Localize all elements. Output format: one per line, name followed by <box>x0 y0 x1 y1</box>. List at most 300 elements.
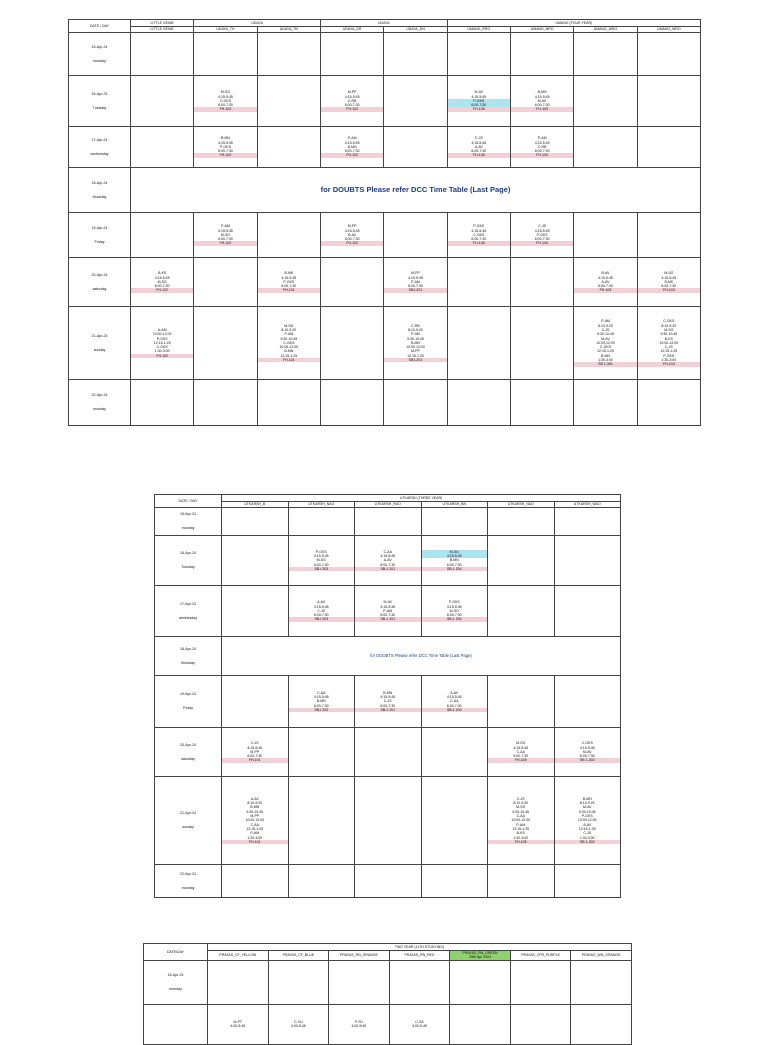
class-line: M-SG <box>157 279 167 284</box>
date-label: 17-Apr-24 <box>180 601 196 606</box>
class-line: 1:30-3:00 <box>247 835 263 840</box>
class-line: M-AV <box>383 600 392 605</box>
schedule-cell <box>488 586 555 637</box>
schedule-cell <box>510 258 573 307</box>
schedule-cell <box>421 586 488 637</box>
class-line: C-GKS <box>599 345 611 350</box>
date-label: 19-Apr-24 <box>180 692 196 696</box>
schedule-cell <box>288 676 355 728</box>
class-line: P-AM <box>411 332 420 337</box>
schedule-cell <box>574 380 637 426</box>
class-line: B-MN <box>221 136 230 141</box>
schedule-cell <box>288 536 355 586</box>
class-line: B-MK <box>284 271 294 276</box>
col-header: PRAYAS_RN_ORANGE <box>329 951 390 961</box>
schedule-row <box>144 1004 632 1044</box>
date-cell <box>69 307 131 380</box>
class-line: 6:00-7:30 <box>344 237 360 242</box>
room-label: FH-105 <box>488 840 554 844</box>
date-label: 15-Apr-24 <box>91 44 108 49</box>
class-line: 1:30-3:00 <box>598 358 613 363</box>
day-label: monday <box>93 407 106 411</box>
class-line: M-AV <box>601 336 610 341</box>
date-label: 20-Apr-24 <box>180 742 196 747</box>
class-line: C-JS <box>250 741 259 746</box>
schedule-cell <box>510 33 573 76</box>
room-label: SB-1 201 <box>355 567 421 571</box>
class-line: 10:00-12:00 <box>245 818 265 823</box>
schedule-cell <box>389 1004 450 1044</box>
class-line: C-JS <box>664 345 673 350</box>
class-line: M-PP <box>411 349 420 354</box>
schedule-cell <box>208 960 269 1004</box>
room-label: FH-101 <box>222 840 288 844</box>
schedule-cell <box>488 508 555 536</box>
day-label: wednesday <box>178 615 198 620</box>
schedule-cell <box>268 1004 329 1044</box>
schedule-cell <box>574 33 637 76</box>
highlighted-line: 4:15-5:45 <box>422 554 488 558</box>
class-line: P-AM <box>516 822 526 827</box>
utkarsh-timetable <box>154 494 621 898</box>
date-cell <box>155 676 222 728</box>
day-label: monday <box>169 986 182 991</box>
class-line: B-MN <box>600 353 610 358</box>
date-cell <box>69 380 131 426</box>
date-label: 21-Apr-24 <box>91 333 108 338</box>
schedule-cell <box>288 728 355 777</box>
class-line: 6:00-7:30 <box>380 703 396 708</box>
date-label: 15-Apr-24 <box>180 512 196 516</box>
class-line: 6:00-7:30 <box>247 754 263 759</box>
class-line: 8:10-9:20 <box>513 801 529 806</box>
schedule-cell <box>447 127 510 168</box>
t2-body <box>155 508 621 898</box>
class-line: 10:00-12:00 <box>406 345 425 350</box>
class-line: 4:00-5:45 <box>412 1024 427 1029</box>
class-line: P-AM <box>221 224 230 229</box>
class-line: B-MN <box>449 558 459 563</box>
schedule-cell <box>421 676 488 728</box>
header-date-day: DATE/DAY <box>144 944 208 961</box>
schedule-cell <box>257 127 320 168</box>
room-label: SB-1 204 <box>422 567 488 571</box>
green-col-label: PRAYAS_RN_GREEN <box>462 951 498 955</box>
class-line: C-AA <box>516 814 525 819</box>
schedule-cell <box>131 258 194 307</box>
schedule-cell <box>488 728 555 777</box>
schedule-cell <box>355 728 422 777</box>
room-label: SB 1-301 <box>574 362 636 366</box>
schedule-cell <box>389 960 450 1004</box>
class-line: 1:30-3:00 <box>661 358 677 363</box>
header-date-day: DATE / DAY <box>155 495 222 508</box>
date-cell <box>155 865 222 898</box>
class-line: A-AV <box>250 796 259 801</box>
date-cell <box>69 127 131 168</box>
col-header: PRAYAS_CF_BLUE <box>268 951 329 961</box>
schedule-cell <box>320 76 383 127</box>
class-line: B-MN <box>383 690 393 695</box>
class-line: C-VU <box>294 1019 303 1024</box>
header-row-top <box>69 20 701 27</box>
class-line: C-GKS <box>219 98 232 103</box>
class-line: 4:15-5:45 <box>313 604 329 609</box>
schedule-cell <box>421 728 488 777</box>
class-line: C-GKS <box>663 319 675 324</box>
date-cell <box>155 728 222 777</box>
schedule-cell <box>194 307 257 380</box>
schedule-cell <box>320 380 383 426</box>
schedule-cell <box>574 127 637 168</box>
header-row-top <box>144 944 632 951</box>
highlighted-line: P-GKS <box>448 99 510 103</box>
class-line: B-MN <box>411 340 420 345</box>
class-line: 8:10-9:20 <box>281 327 297 332</box>
schedule-cell <box>637 307 700 380</box>
header-row-top <box>155 495 621 502</box>
room-label: SB1-201 <box>384 358 446 362</box>
schedule-cell <box>554 508 621 536</box>
class-line: M-AV <box>583 749 592 754</box>
class-line: 6:00-7:30 <box>446 703 462 708</box>
schedule-cell <box>384 33 447 76</box>
class-line: 6:00-7:30 <box>534 103 550 108</box>
schedule-cell <box>288 586 355 637</box>
class-line: 4:15-5:45 <box>218 94 233 99</box>
schedule-row <box>155 536 621 586</box>
class-line: 6:00-7:30 <box>313 613 329 618</box>
date-label: 22-Apr-24 <box>180 871 196 876</box>
schedule-row <box>69 213 701 258</box>
schedule-cell <box>194 213 257 258</box>
day-label: saturday <box>181 756 195 761</box>
schedule-cell <box>257 76 320 127</box>
class-line: C-GKS <box>156 345 168 350</box>
room-label: FH-101 <box>258 288 320 292</box>
col-header: UTKARSH_RAO <box>355 502 422 508</box>
class-line: 4:15-5:45 <box>408 275 423 280</box>
schedule-cell <box>384 213 447 258</box>
header-date-day: DATE / DAY <box>69 20 131 33</box>
class-line: M-SG <box>449 608 459 613</box>
date-label: 18-Apr-24 <box>180 646 196 651</box>
class-line: A-AM <box>157 327 167 332</box>
schedule-cell <box>574 76 637 127</box>
schedule-cell <box>554 728 621 777</box>
col-header-green <box>450 951 511 961</box>
class-line: 1:30-3:00 <box>513 835 529 840</box>
class-line: 4:15-5:45 <box>344 140 360 145</box>
class-line: C-JS <box>317 608 326 613</box>
schedule-cell <box>510 213 573 258</box>
class-line: C-JS <box>601 327 610 332</box>
date-cell <box>69 213 131 258</box>
room-label: FH-101 <box>222 758 288 762</box>
room-label: FH-103 <box>574 288 636 292</box>
schedule-cell <box>320 127 383 168</box>
schedule-cell <box>194 380 257 426</box>
schedule-cell <box>257 33 320 76</box>
class-line: 9:30-10:45 <box>512 809 530 814</box>
schedule-cell <box>574 307 637 380</box>
date-cell <box>144 960 208 1004</box>
room-label: SB-1 201 <box>355 617 421 621</box>
class-line: 4:15-5:45 <box>344 228 360 233</box>
day-label: Friday <box>183 706 193 710</box>
class-line: A-AV <box>450 690 459 695</box>
class-line: B-KS <box>158 271 167 276</box>
header-row-sub <box>144 951 632 961</box>
class-line: P-GKS <box>473 224 485 229</box>
col-header: UTKARSH_NAO <box>488 502 555 508</box>
class-line: 6:00-7:30 <box>661 284 677 289</box>
class-line: B-MN <box>316 699 326 704</box>
class-line: C-AA <box>516 749 525 754</box>
class-line: 8:10-9:20 <box>661 323 677 328</box>
class-line: M-SG <box>516 805 526 810</box>
t1-body <box>69 33 701 426</box>
header-umang: UMANG (FOUR YEAR) <box>447 20 700 27</box>
class-line: 6:00-7:30 <box>344 149 360 154</box>
schedule-cell <box>208 1004 269 1044</box>
class-line: P-GKS <box>220 144 231 149</box>
class-line: 6:00-7:30 <box>313 562 329 567</box>
class-line: B-MK <box>664 279 674 284</box>
class-line: 1:30-3:00 <box>154 349 170 354</box>
schedule-cell <box>131 76 194 127</box>
schedule-cell <box>571 1004 632 1044</box>
class-line: 8:10-9:20 <box>598 323 613 328</box>
schedule-row <box>69 33 701 76</box>
class-line: B-MN <box>537 90 547 95</box>
class-line: 4:15-5:45 <box>281 275 297 280</box>
col-header: UMANG_WRO <box>637 27 700 33</box>
class-line: 4:15-5:45 <box>534 94 550 99</box>
class-line: P-GKS <box>448 600 460 605</box>
class-line: 4:15-5:45 <box>471 140 487 145</box>
col-header: UDAYA_TN <box>257 27 320 33</box>
room-label: FH-103 <box>511 153 573 157</box>
class-line: C-JS <box>583 831 592 836</box>
col-header: PRAYAS_CF_YELLOW <box>208 951 269 961</box>
date-label: 16-Apr-24 <box>91 91 108 96</box>
class-line: C-JS <box>383 699 392 704</box>
class-line: 10:00-12:00 <box>511 818 531 823</box>
schedule-cell <box>355 536 422 586</box>
class-line: 4:15-5:45 <box>513 745 529 750</box>
class-line: 8:10-9:20 <box>247 801 263 806</box>
class-line: 6:00-7:30 <box>446 562 462 567</box>
class-line: C-SA <box>415 1019 424 1024</box>
date-cell <box>69 33 131 76</box>
schedule-cell <box>421 777 488 865</box>
schedule-cell <box>421 865 488 898</box>
room-label: FH-103 <box>638 288 700 292</box>
class-line: P-AM <box>284 332 294 337</box>
schedule-cell <box>320 307 383 380</box>
prayas-timetable <box>143 943 632 1045</box>
class-line: B-MN <box>250 805 260 810</box>
day-label: monday <box>93 58 106 63</box>
class-line: 9:30-10:45 <box>597 332 614 337</box>
schedule-cell <box>554 777 621 865</box>
schedule-row <box>155 508 621 536</box>
class-line: 6:00-7:30 <box>534 149 550 154</box>
day-label: saturday <box>92 286 107 291</box>
col-header: LITTLE GENIE <box>131 27 194 33</box>
room-label: FH-103 <box>511 107 573 111</box>
class-line: 6:00-7:30 <box>380 613 396 618</box>
schedule-row <box>155 865 621 898</box>
schedule-cell <box>488 676 555 728</box>
schedule-cell <box>574 258 637 307</box>
schedule-cell <box>447 76 510 127</box>
class-line: 6:00-7:30 <box>344 103 360 108</box>
schedule-cell <box>571 960 632 1004</box>
class-line: 4:00-5:45 <box>351 1024 367 1029</box>
schedule-row <box>69 307 701 380</box>
schedule-cell <box>194 258 257 307</box>
class-line: 12:15-1:25 <box>578 826 596 831</box>
class-line: 4:15-5:45 <box>313 695 329 700</box>
schedule-cell <box>222 508 289 536</box>
col-header: UTKARSH_WAO <box>554 502 621 508</box>
schedule-cell <box>355 676 422 728</box>
schedule-cell <box>447 213 510 258</box>
class-line: 4:15-5:45 <box>598 275 613 280</box>
doubts-notice: for DOUBTS Please refer DCC Time Table (Last Page) <box>222 637 621 676</box>
schedule-cell <box>488 777 555 865</box>
class-line: 9:30-10:45 <box>578 809 596 814</box>
day-label: monday <box>181 885 195 890</box>
class-line: 1:30-3:00 <box>579 835 595 840</box>
class-line: 12:15-1:25 <box>597 349 614 354</box>
schedule-row <box>69 258 701 307</box>
class-line: P-AM <box>601 319 610 324</box>
schedule-cell <box>637 76 700 127</box>
class-line: 4:15-5:45 <box>380 554 396 559</box>
schedule-cell <box>288 865 355 898</box>
class-line: P-AM <box>383 608 393 613</box>
schedule-cell <box>637 213 700 258</box>
schedule-cell <box>421 508 488 536</box>
schedule-cell <box>194 76 257 127</box>
room-label: SB-1 201 <box>355 708 421 712</box>
class-line: 4:00-5:45 <box>230 1024 246 1029</box>
class-line: 12:15-1:25 <box>280 353 298 358</box>
class-line: 6:00-7:30 <box>218 237 233 242</box>
schedule-row <box>69 76 701 127</box>
schedule-cell <box>320 213 383 258</box>
day-label: Tuesday <box>92 105 107 110</box>
class-line: 6:00-7:30 <box>408 284 423 289</box>
day-label: Friday <box>94 239 105 244</box>
room-label: FH-103 <box>511 241 573 245</box>
schedule-cell <box>384 380 447 426</box>
class-line: A-AV <box>383 558 392 563</box>
schedule-row <box>155 586 621 637</box>
class-line: 10:00-12:00 <box>596 340 615 345</box>
schedule-cell <box>554 586 621 637</box>
class-line: M-PP <box>347 224 357 229</box>
class-line: 12:15-1:25 <box>660 349 678 354</box>
class-line: C-RB <box>411 323 420 328</box>
date-cell <box>155 536 222 586</box>
date-label: 15-Apr-24 <box>167 972 184 977</box>
schedule-row <box>69 380 701 426</box>
class-line: 4:15-5:45 <box>380 604 396 609</box>
class-line: 6:00-7:30 <box>154 284 170 289</box>
class-line: 6:00-7:30 <box>579 754 595 759</box>
class-line: 6:00-7:30 <box>513 754 529 759</box>
class-line: C-JS <box>538 224 547 229</box>
schedule-cell <box>257 380 320 426</box>
day-label: Tuesday <box>181 565 195 569</box>
class-line: P-AM <box>411 279 420 284</box>
class-line: M-SG <box>220 90 231 95</box>
date-label: 19-Apr-24 <box>91 225 108 230</box>
schedule-cell <box>510 380 573 426</box>
schedule-cell <box>447 307 510 380</box>
schedule-cell <box>131 380 194 426</box>
schedule-cell <box>355 586 422 637</box>
schedule-cell <box>450 1004 511 1044</box>
class-line: P-RJ <box>355 1019 363 1024</box>
class-line: C-GKS <box>283 340 295 345</box>
schedule-cell <box>288 777 355 865</box>
class-line: 4:15-5:45 <box>313 554 329 559</box>
room-label: FH-102 <box>131 288 193 292</box>
schedule-cell <box>488 865 555 898</box>
schedule-cell <box>574 213 637 258</box>
class-line: 4:15-5:45 <box>218 228 233 233</box>
col-header: UTKARSH_B <box>222 502 289 508</box>
class-line: 12:15-1:25 <box>153 340 171 345</box>
date-cell <box>155 586 222 637</box>
class-line: 10:00-12:00 <box>279 345 299 350</box>
class-line: 9:30-10:45 <box>407 336 424 341</box>
class-line: C-JS <box>516 796 525 801</box>
header-utkarsh: UTKARSH (THREE YEAR) <box>222 495 621 502</box>
schedule-cell <box>447 33 510 76</box>
schedule-cell <box>355 508 422 536</box>
schedule-cell <box>222 536 289 586</box>
class-line: 6:00-7:30 <box>281 284 297 289</box>
schedule-cell <box>510 127 573 168</box>
schedule-cell <box>194 33 257 76</box>
date-cell <box>69 76 131 127</box>
day-label: thursday <box>181 660 195 665</box>
schedule-cell <box>194 127 257 168</box>
schedule-row <box>155 637 621 676</box>
class-line: 10:00-12:00 <box>152 332 172 337</box>
class-line: M-SG <box>664 271 674 276</box>
class-line: B-KS <box>664 336 673 341</box>
col-header: UMANG_WRO <box>574 27 637 33</box>
date-label: 21-Apr-24 <box>180 811 196 815</box>
class-line: B-MN <box>347 144 357 149</box>
t3-body <box>144 960 632 1044</box>
col-header: PRAYAS_CFR_PURPLE <box>510 951 571 961</box>
schedule-cell <box>637 380 700 426</box>
schedule-cell <box>268 960 329 1004</box>
day-label: sunday <box>182 825 194 829</box>
class-line: B-AV <box>348 232 357 237</box>
date-label: 17-Apr-24 <box>91 137 108 142</box>
schedule-cell <box>450 960 511 1004</box>
schedule-cell <box>447 258 510 307</box>
